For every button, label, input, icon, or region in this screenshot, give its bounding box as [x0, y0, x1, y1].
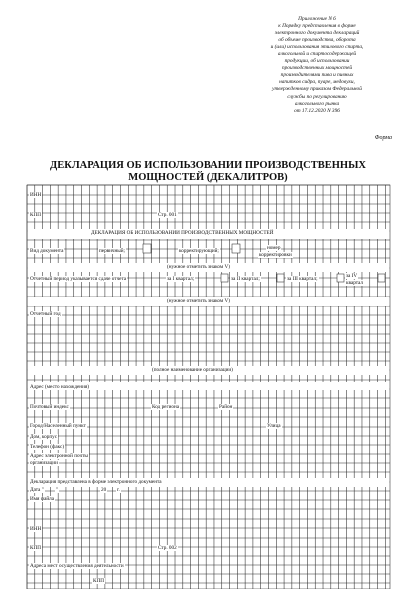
appendix-line: производителями пива и пивных: [280, 72, 354, 79]
appendix-line: службы по регулированию: [287, 93, 347, 100]
city-label: Город/Населенный пункт: [30, 423, 86, 429]
appendix-line: алкогольной и спиртосодержащей: [277, 51, 357, 58]
q4-option-1: за IV: [346, 273, 358, 279]
doc-type-label: Вид документа: [30, 248, 64, 254]
appendix-line: от 17.12.2020 N 396: [294, 107, 340, 114]
title-line-1: ДЕКЛАРАЦИЯ ОБ ИСПОЛЬЗОВАНИИ ПРОИЗВОДСТВЕННЫХ: [50, 160, 366, 171]
house-label: Дом, корпус: [30, 434, 58, 440]
correction-number-label-2: корректировки: [259, 252, 292, 258]
inn-label: ИНН: [30, 192, 42, 198]
district-label: Район: [219, 404, 233, 410]
date-prefix: Дата ": [30, 487, 44, 493]
appendix-line: продукции, об использовании: [284, 58, 350, 65]
q4-option-2: квартал: [346, 280, 363, 286]
kpp2-label: КПП: [30, 545, 41, 551]
section-title: ДЕКЛАРАЦИЯ ОБ ИСПОЛЬЗОВАНИИ ПРОИЗВОДСТВЕННЫХ МОЩНОСТЕЙ: [91, 230, 274, 236]
q3-checkbox[interactable]: [337, 274, 344, 282]
year-label: Отчетный год: [30, 311, 61, 317]
primary-option: первичный;: [99, 248, 125, 254]
inn2-label: ИНН: [30, 526, 42, 532]
q4-checkbox[interactable]: [378, 274, 385, 282]
correction-number-label-1: номер: [267, 245, 281, 251]
kpp3-label: КПП: [93, 578, 104, 584]
page-number-2: Стр. 002: [158, 545, 177, 551]
appendix-line: алкогольного рынка: [294, 100, 340, 107]
postcode-label: Почтовый индекс: [30, 404, 69, 410]
appendix-line: утвержденному приказом Федеральной: [272, 86, 362, 93]
activity-address-label: Адреса мест осуществления деятельности: [30, 563, 124, 569]
appendix-line: производственных мощностей: [282, 65, 352, 72]
appendix-line: и (или) использования этилового спирта,: [270, 44, 364, 51]
appendix-line: напитков сидра, пуаре, медовухи,: [279, 79, 355, 86]
appendix-line: электронного документа деклараций: [274, 30, 360, 37]
period-label: Отчетный период указывается сдаче отчета: [30, 276, 127, 282]
mark-v-hint-1: (нужное отметить знаком V): [167, 264, 230, 270]
q1-checkbox[interactable]: [221, 274, 228, 282]
date-g: г.: [117, 487, 120, 493]
q3-option: за III квартал;: [287, 276, 318, 282]
kpp-label: КПП: [30, 212, 41, 218]
corrective-checkbox[interactable]: [232, 244, 240, 253]
q1-option: за I квартал;: [167, 276, 195, 282]
date-year: 20: [101, 487, 107, 493]
phone-label: Телефон (факс): [30, 444, 65, 450]
email-label-1: Адрес электронной почты: [30, 453, 88, 459]
appendix-line: к Порядку представления в форме: [278, 23, 356, 30]
date-quote: ": [56, 487, 59, 493]
appendix-line: об объеме производства, оборота: [278, 37, 356, 44]
file-label: Имя файла: [30, 496, 55, 502]
q2-option: за II квартал;: [231, 276, 260, 282]
address-label: Адрес (место нахождения): [30, 384, 89, 390]
region-label: Код региона: [152, 404, 180, 410]
q2-checkbox[interactable]: [277, 274, 284, 282]
mark-v-hint-2: (нужное отметить знаком V): [167, 298, 230, 304]
appendix-line: Приложение N 6: [298, 16, 336, 22]
street-label: Улица: [267, 423, 281, 429]
primary-checkbox[interactable]: [143, 244, 151, 253]
org-name-hint: (полное наименование организации): [152, 367, 233, 373]
submitted-label: Декларация представлена в форме электронного документа: [30, 479, 162, 485]
corrective-option: корректирующий;: [179, 248, 219, 254]
email-label-2: организации: [30, 460, 58, 466]
form-label: Форма: [374, 135, 392, 141]
title-line-2: МОЩНОСТЕЙ (ДЕКАЛИТРОВ): [128, 172, 288, 183]
page-number-1: Стр. 001: [158, 212, 177, 218]
